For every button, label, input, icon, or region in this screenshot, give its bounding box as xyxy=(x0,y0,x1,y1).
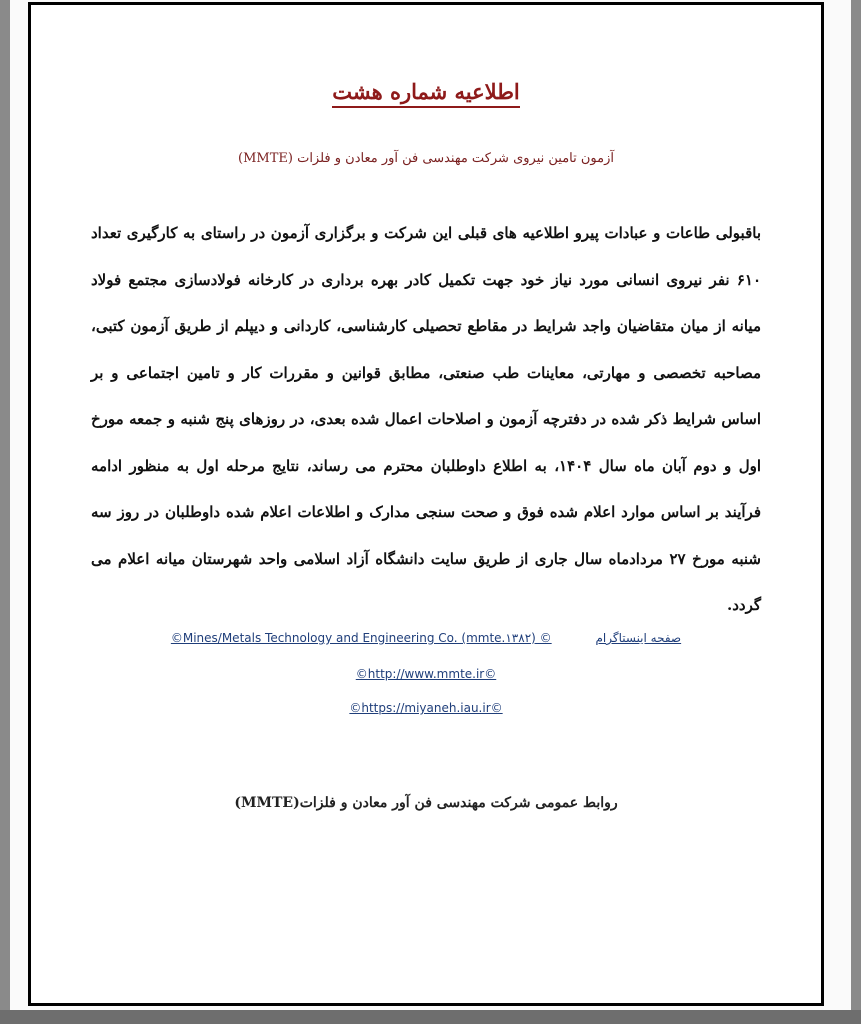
page-title-text: اطلاعیه شماره هشت xyxy=(332,79,520,108)
document-page xyxy=(28,2,824,1006)
left-edge xyxy=(0,0,10,1024)
links-section xyxy=(31,631,821,735)
right-edge xyxy=(851,0,861,1024)
page-title xyxy=(31,79,821,104)
website-link[interactable]: ©http://www.mmte.ir© xyxy=(355,667,497,681)
footer-signature: روابط عمومی شرکت مهندسی فن آور معادن و فلزات(MMTE) xyxy=(234,795,618,811)
page-subtitle: آزمون تامین نیروی شرکت مهندسی فن آور معادن و فلزات (MMTE) xyxy=(238,151,614,166)
bottom-edge xyxy=(0,1010,861,1024)
announcement-body: باقبولی طاعات و عبادات پیرو اطلاعیه های قبلی این شرکت و برگزاری آزمون در راستای به کارگیری تعداد ۶۱۰ نفر نیروی انسانی مورد نیاز خود جهت تکمیل کادر بهره برداری در کارخانه فولادسازی مجتمع فولاد میانه از میان متقاضیان واجد شرایط در مقاطع تحصیلی کارشناسی، کاردانی و دیپلم از طریق آزمون کتبی، مصاحبه تخصصی و مهارتی، معاینات طب صنعتی، مطابق قوانین و مقررات کار و تامین اجتماعی و بر اساس شرایط ذکر شده در دفترچه آزمون و اصلاحات اعمال شده بعدی، در روزهای پنج شنبه و جمعه مورخ اول و دوم آبان ماه سال ۱۴۰۴، به اطلاع داوطلبان محترم می رساند، نتایج مرحله اول به منظور ادامه فرآیند بر اساس موارد اعلام شده فوق و صحت سنجی مدارک و اطلاعات اعلام شده داوطلبان در روز سه شنبه مورخ ۲۷ مردادماه سال جاری از طریق سایت دانشگاه آزاد اسلامی واحد شهرستان میانه اعلام می گردد. xyxy=(91,224,761,614)
university-link[interactable]: ©https://miyaneh.iau.ir© xyxy=(349,701,503,715)
instagram-link[interactable]: صفحه اینستاگرام xyxy=(595,631,682,645)
company-link[interactable]: ©Mines/Metals Technology and Engineering Co. (mmte.۱۳۸۲) © xyxy=(170,631,552,645)
company-link-row xyxy=(31,631,821,645)
